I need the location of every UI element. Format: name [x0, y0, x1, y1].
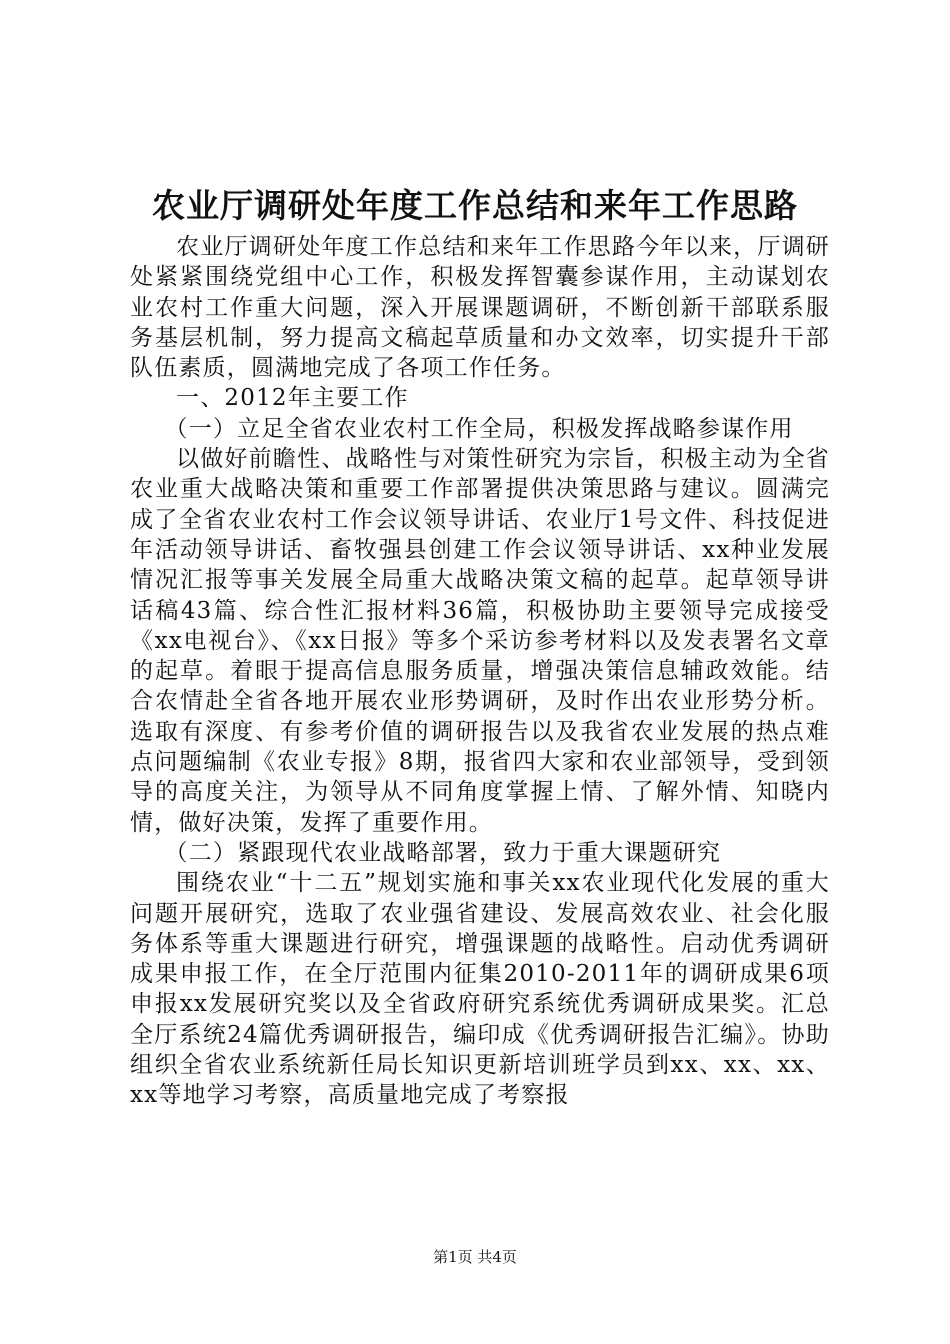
- document-body: [130, 232, 830, 1111]
- body-paragraph-1: 以做好前瞻性、战略性与对策性研究为宗旨，积极主动为全省农业重大战略决策和重要工作部署提供决策思路与建议。圆满完成了全省农业农村工作会议领导讲话、农业厅1号文件、科技促进年活动领导讲话、畜牧强县创建工作会议领导讲话、xx种业发展情况汇报等事关发展全局重大战略决策文稿的起草。起草领导讲话稿43篇、综合性汇报材料36篇，积极协助主要领导完成接受《xx电视台》、《xx日报》等多个采访参考材料以及发表署名文章的起草。着眼于提高信息服务质量，增强决策信息辅政效能。结合农情赴全省各地开展农业形势调研，及时作出农业形势分析。选取有深度、有参考价值的调研报告以及我省农业发展的热点难点问题编制《农业专报》8期，报省四大家和农业部领导，受到领导的高度关注，为领导从不同角度掌握上情、了解外情、知晓内情，做好决策，发挥了重要作用。: [130, 446, 830, 836]
- page-footer: 第1页 共4页: [433, 1248, 517, 1266]
- body-paragraph-2: 围绕农业“十二五”规划实施和事关xx农业现代化发展的重大问题开展研究，选取了农业强省建设、发展高效农业、社会化服务体系等重大课题进行研究，增强课题的战略性。启动优秀调研成果申报工作，在全厅范围内征集2010-2011年的调研成果6项申报xx发展研究奖以及全省政府研究系统优秀调研成果奖。汇总全厅系统24篇优秀调研报告，编印成《优秀调研报告汇编》。协助组织全省农业系统新任局长知识更新培训班学员到xx、xx、xx、xx等地学习考察，高质量地完成了考察报: [130, 870, 830, 1109]
- section-heading: 一、2012年主要工作: [176, 385, 409, 412]
- subsection-heading-2: （二）紧跟现代农业战略部署，致力于重大课题研究: [164, 839, 722, 866]
- intro-paragraph: 农业厅调研处年度工作总结和来年工作思路今年以来，厅调研处紧紧围绕党组中心工作，积极发挥智囊参谋作用，主动谋划农业农村工作重大问题，深入开展课题调研，不断创新干部联系服务基层机制，努力提高文稿起草质量和办文效率，切实提升干部队伍素质，圆满地完成了各项工作任务。: [130, 234, 830, 382]
- document-title: 农业厅调研处年度工作总结和来年工作思路: [152, 186, 798, 225]
- subsection-heading-1: （一）立足全省农业农村工作全局，积极发挥战略参谋作用: [164, 415, 794, 442]
